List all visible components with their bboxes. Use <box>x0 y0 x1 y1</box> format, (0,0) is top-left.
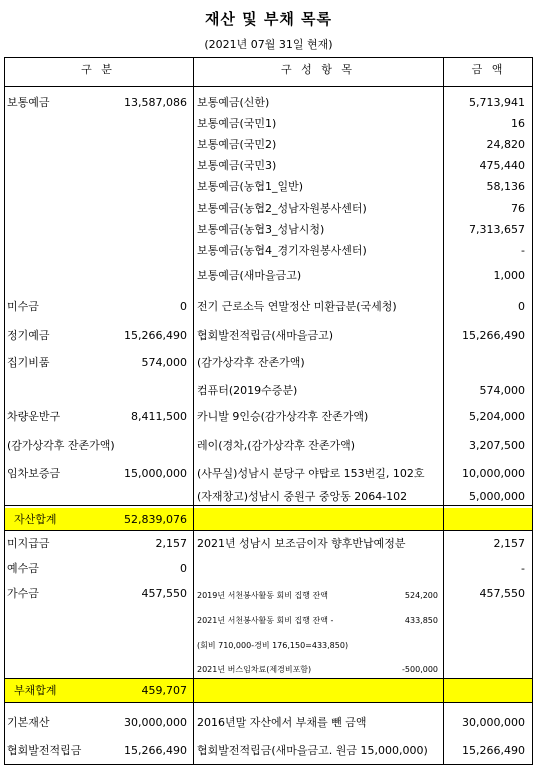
item-amount: 30,000,000 <box>462 716 525 729</box>
item-amount: 7,313,657 <box>469 223 525 236</box>
item-amount: 457,550 <box>479 587 525 600</box>
category-amount: 52,839,076 <box>124 513 187 526</box>
item-label: 보통예금(농협3_성남시청) <box>197 223 325 236</box>
summary-highlight <box>5 508 532 531</box>
item-label: 보통예금(농협2_성남자원봉사센터) <box>197 202 367 215</box>
category-label: 기본재산 <box>7 716 50 729</box>
category-label: 가수금 <box>7 587 39 600</box>
item-amount: 3,207,500 <box>469 439 525 452</box>
item-label: 2021년 버스임차료(제경비포함) <box>197 665 312 674</box>
item-amount: 5,000,000 <box>469 490 525 503</box>
item-amount: - <box>521 244 525 257</box>
category-amount: 2,157 <box>155 537 187 550</box>
row-divider <box>4 505 533 506</box>
item-label: 2019년 서천봉사활동 회비 집행 잔액 <box>197 591 328 600</box>
item-amount: 16 <box>511 117 525 130</box>
item-label: 2021년 성남시 보조금이자 향후반납예정분 <box>197 537 406 550</box>
item-amount: 15,266,490 <box>462 329 525 342</box>
item-amount: 10,000,000 <box>462 467 525 480</box>
item-subamount: -500,000 <box>402 665 438 674</box>
category-label: 집기비품 <box>7 356 50 369</box>
category-label: 협회발전적립금 <box>7 744 82 757</box>
item-amount: 475,440 <box>479 159 525 172</box>
category-label: 임차보증금 <box>7 467 61 480</box>
item-amount: 76 <box>511 202 525 215</box>
item-amount: 15,266,490 <box>462 744 525 757</box>
item-label: (사무실)성남시 분당구 야탑로 153번길, 102호 <box>197 467 425 480</box>
item-amount: 574,000 <box>479 384 525 397</box>
item-label: 2016년말 자산에서 부채를 뺀 금액 <box>197 716 367 729</box>
category-label: (감가상각후 잔존가액) <box>7 439 115 452</box>
item-label: 보통예금(농협1_일반) <box>197 180 304 193</box>
item-label: 보통예금(새마을금고) <box>197 269 302 282</box>
document-title: 재산 및 부채 목록 <box>204 10 333 28</box>
item-amount: 1,000 <box>493 269 525 282</box>
category-amount: 8,411,500 <box>131 410 187 423</box>
row-divider <box>4 530 533 531</box>
item-amount: - <box>521 562 525 575</box>
item-amount: 24,820 <box>486 138 525 151</box>
item-amount: 2,157 <box>493 537 525 550</box>
item-label: 보통예금(국민2) <box>197 138 277 151</box>
item-label: 협회발전적립금(새마을금고. 원금 15,000,000) <box>197 744 428 757</box>
header-category: 구 분 <box>81 63 115 76</box>
category-label: 미수금 <box>7 300 39 313</box>
item-amount: 58,136 <box>486 180 525 193</box>
item-label: 보통예금(국민3) <box>197 159 277 172</box>
header-composition: 구 성 항 목 <box>281 63 355 76</box>
category-label: 미지급금 <box>7 537 50 550</box>
item-label: 레이(경차,(감가상각후 잔존가액) <box>197 439 356 452</box>
category-amount: 15,000,000 <box>124 467 187 480</box>
row-divider <box>4 678 533 679</box>
item-subamount: 433,850 <box>404 616 438 625</box>
item-label: (회비 710,000-경비 176,150=433,850) <box>197 641 349 650</box>
category-amount: 574,000 <box>141 356 187 369</box>
category-label: 보통예금 <box>7 96 50 109</box>
category-amount: 0 <box>180 562 187 575</box>
item-amount: 5,713,941 <box>469 96 525 109</box>
category-amount: 15,266,490 <box>124 744 187 757</box>
item-label: 카니발 9인승(감가상각후 잔존가액) <box>197 410 369 423</box>
item-label: 보통예금(농협4_경기자원봉사센터) <box>197 244 367 257</box>
category-label: 자산합계 <box>14 513 57 526</box>
item-subamount: 524,200 <box>404 591 438 600</box>
category-label: 부채합계 <box>14 684 57 697</box>
category-amount: 30,000,000 <box>124 716 187 729</box>
item-amount: 0 <box>518 300 525 313</box>
item-label: 컴퓨터(2019수증분) <box>197 384 298 397</box>
category-amount: 15,266,490 <box>124 329 187 342</box>
item-label: 보통예금(국민1) <box>197 117 277 130</box>
category-label: 차량운반구 <box>7 410 61 423</box>
category-label: 정기예금 <box>7 329 50 342</box>
item-amount: 5,204,000 <box>469 410 525 423</box>
column-divider <box>193 57 194 765</box>
item-label: (자재창고)성남시 중원구 중앙동 2064-102 <box>197 490 408 503</box>
item-label: 협회발전적립금(새마을금고) <box>197 329 334 342</box>
category-label: 예수금 <box>7 562 39 575</box>
category-amount: 457,550 <box>141 587 187 600</box>
document-date: (2021년 07월 31일 현재) <box>204 38 333 51</box>
summary-highlight <box>5 679 532 702</box>
item-label: 2021년 서천봉사활동 회비 집행 잔액 - <box>197 616 334 625</box>
item-label: 보통예금(신한) <box>197 96 270 109</box>
item-label: 전기 근로소득 연말정산 미환급분(국세청) <box>197 300 397 313</box>
category-amount: 13,587,086 <box>124 96 187 109</box>
item-label: (감가상각후 잔존가액) <box>197 356 305 369</box>
row-divider <box>4 702 533 703</box>
header-amount: 금 액 <box>471 63 506 76</box>
category-amount: 459,707 <box>141 684 187 697</box>
row-divider <box>4 86 533 87</box>
category-amount: 0 <box>180 300 187 313</box>
column-divider <box>443 57 444 765</box>
